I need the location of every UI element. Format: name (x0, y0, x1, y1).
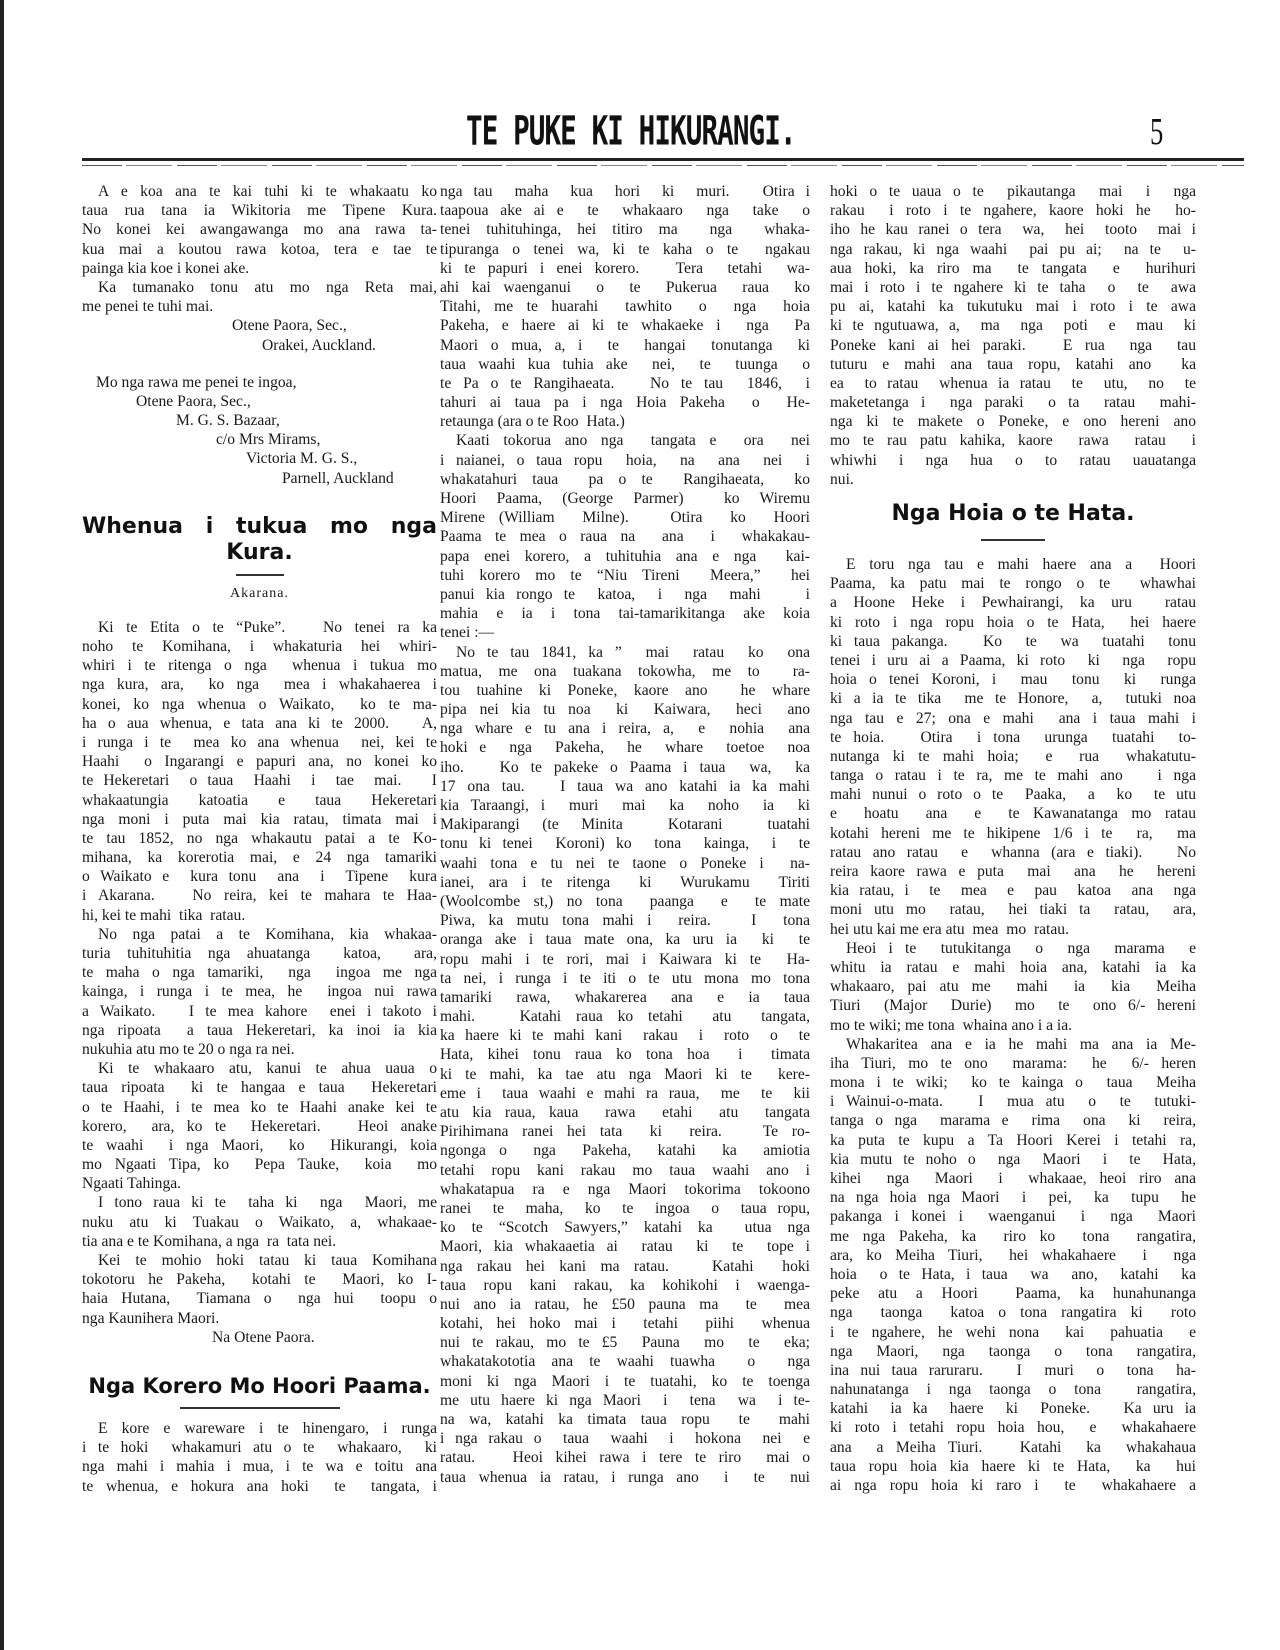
text-line: noho te Komihana, i whakaturia hei whiri- (82, 638, 437, 655)
text-line: nukuhia atu mo te 20 o nga ra nei. (82, 1040, 295, 1058)
paragraph (830, 555, 1196, 939)
text-line: Pirihimana ranei hei tata ki reira. Te ro- (440, 1123, 810, 1141)
text-line: A e koa ana te kai tuhi ki te whakaatu ko (98, 183, 437, 200)
letter-body (82, 182, 437, 316)
text-line: i nga rakau o taua waahi i hokona nei e (440, 1430, 810, 1448)
text-line: (Woolcombe st,) no tona paanga e te mate (440, 892, 810, 910)
text-line: a Hoone Heke i Pewhairangi, ka uru ratau (830, 594, 1196, 612)
text-line: nui. (830, 470, 854, 488)
text-line: me nga Pakeha, ka riro ko tona rangatira, (830, 1227, 1196, 1245)
text-line: ratau. Heoi kihei rawa i tere te riro mai o (440, 1449, 810, 1467)
text-line: tuhi korero mo te “Niu Tireni Meera,” hei (440, 566, 810, 584)
text-line: korero, ara, ko te Hekeretari. Heoi anake (82, 1117, 437, 1135)
text-line: Ngaati Tahinga. (82, 1175, 182, 1193)
text-line: turia tuhituhitia nga ahuatanga katoa, ara, (82, 945, 437, 962)
text-line: mahia e ia i tona tai-tamarikitanga ake koia (440, 605, 810, 623)
text-line: kua mai a koutou rawa kotoa, tera e tae te (82, 240, 437, 258)
headline-divider (981, 539, 1045, 541)
text-line: nga rakau, ki nga waahi pai pu ai; na te u- (830, 240, 1196, 258)
text-line: whakatahuri taua pa o te Rangihaeata, ko (440, 470, 810, 488)
text-line: E kore e wareware i te hinengaro, i runga (98, 1419, 437, 1437)
article-signature: Na Otene Paora. (212, 1328, 315, 1346)
text-line: Whakaritea ana e ia he mahi ma ana ia Me- (846, 1035, 1196, 1053)
text-line: hei utu kai me era atu mea mo ratau. (830, 920, 1070, 938)
text-line: Ki te whakaaro atu, kanui te ahua uaua o (98, 1060, 437, 1078)
text-line: ta nei, i runga i te iti o te utu mona mo tona (440, 969, 810, 987)
text-line: Maori, kia whakaaetia ai ratau ki te tope i (440, 1238, 810, 1256)
address-line: Victoria M. G. S., (246, 450, 358, 468)
text-line: mo Ngaati Tipa, ko Pepa Tauke, koia mo (82, 1156, 437, 1174)
text-line: eme i taua waahi e mahi ra raua, me te kii (440, 1084, 810, 1102)
text-line: mihana, ka korerotia mai, e 24 nga tamariki (82, 849, 437, 867)
text-line: nga tau maha kua hori ki muri. Otira i (440, 183, 810, 200)
text-line: i te hoki whakamuri atu o te whakaaro, ki (82, 1439, 437, 1457)
text-line: tanga o ratau i te ra, me te mahi ano i nga (830, 767, 1196, 785)
text-line: taapoua ake ai e te whakaaro nga take o (440, 202, 810, 220)
text-line: Titahi, me te huarahi tawhito o nga hoia (440, 298, 810, 316)
column-2 (440, 182, 810, 1487)
text-line: Ki te Etita o te “Puke”. No tenei ra ka (98, 618, 437, 636)
text-line: haia Hutana, Tiamana o nga hui toopu o (82, 1290, 437, 1308)
text-line: o te Haahi, i te mea ko te Haahi anake kei te (82, 1098, 437, 1116)
text-line: nga ki te makete o Poneke, e ono hereni ano (830, 413, 1196, 431)
text-line: o Waikato e kura tonu ana i Tipene kura (82, 868, 437, 886)
text-line: nga taonga katoa o tona rangatira ki roto (830, 1304, 1196, 1322)
text-line: te whenua, e hokura ana hoki te tangata, i (82, 1477, 437, 1495)
text-line: hoki e nga Pakeha, he whare toetoe noa (440, 739, 810, 757)
headline-divider (180, 1407, 340, 1409)
text-line: Paama, ka patu mai te rongo o te whawhai (830, 575, 1196, 593)
text-line: ka haere ki te mahi kani rakau i roto o te (440, 1027, 810, 1045)
text-line: nga whare e tu ana i reira, a, e nohia ana (440, 720, 810, 738)
text-line: i runga i te mea ko ana whenua nei, kei te (82, 733, 437, 751)
text-line: te Pa o te Rangihaeata. No te tau 1846, i (440, 374, 810, 392)
text-line: na wa, katahi ka timata taua ropu te mahi (440, 1411, 810, 1428)
text-line: ngonga o nga Pakeha, katahi ka amiotia (440, 1142, 810, 1160)
text-line: Makiparangi (te Minita Kotarani tuatahi (440, 816, 810, 834)
text-line: aua hoki, ka riro ma te tangata e hurihuri (830, 259, 1196, 277)
headline-line-1: Whenua i tukua mo nga (82, 513, 437, 539)
text-line: Maori o mua, a, i te hangai tonutanga ki (440, 336, 810, 354)
address-line: c/o Mrs Mirams, (216, 431, 321, 449)
address-line: M. G. S. Bazaar, (176, 412, 280, 430)
text-line: E toru nga tau e mahi haere ana a Hoori (846, 556, 1196, 573)
text-line: ki taua pakanga. Ko te wa tuatahi tonu (830, 632, 1196, 650)
article-headline (82, 514, 437, 566)
text-line: peke atu a Hoori Paama, ka hunahunanga (830, 1285, 1196, 1303)
text-line: tipuranga o tenei wa, ki te kaha o te ngakau (440, 240, 810, 258)
text-line: taua ropu hoia kia haere ki te Hata, ka hui (830, 1457, 1196, 1475)
text-line: kainga, i runga i te mea, he ingoa nui rawa (82, 983, 437, 1001)
text-line: tia ana e te Komihana, a nga ra tata nei. (82, 1232, 337, 1250)
paragraph (830, 1035, 1196, 1496)
text-line: atu kia raua, kaua rawa etahi atu tangata (440, 1104, 810, 1121)
text-line: retaunga (ara o te Roo Hata.) (440, 413, 625, 431)
text-line: painga kia koe i konei ake. (82, 259, 250, 277)
text-line: Ka tumanako tonu atu mo nga Reta mai, (98, 278, 437, 296)
text-line: a Waikato. I te mea kahore enei i takoto i (82, 1002, 437, 1020)
paragraph (440, 643, 810, 1487)
paragraph (82, 925, 437, 1059)
text-line: iha Tiuri, mo te ono marama: he 6/- heren (830, 1054, 1196, 1072)
text-line: i Wainui-o-mata. I mua atu o te tutuki- (830, 1093, 1196, 1111)
text-line: taua whenua ia ratau, i runga ano i te nui (440, 1468, 810, 1486)
text-line: taua ropu kani rakau, ka kohikohi i waenga- (440, 1276, 810, 1294)
text-line: pakanga i konei i waenganui i nga Maori (830, 1208, 1196, 1226)
text-line: tokotoru he Pakeha, kotahi te Maori, ko I- (82, 1271, 437, 1289)
text-line: iho he kau ranei o tera wa, hei tooto mai i (830, 221, 1196, 239)
text-line: kia ratau, i te mea e pau katoa ana nga (830, 882, 1196, 900)
text-line: Hoori Paama, (George Parmer) ko Wiremu (440, 490, 810, 507)
text-line: ki roto i tetahi ropu hoia hou, e whakahaere (830, 1419, 1196, 1437)
text-line: moni utu mo ratau, hei tiaki ta ratau, ara, (830, 901, 1196, 919)
article-body-continued (440, 182, 810, 1487)
text-line: ropu mahi i te rori, mai i Kaiwara ki te Ha- (440, 950, 810, 968)
article-body (830, 555, 1196, 1495)
text-line: mo te rau patu kahika, kaore rawa ratau i (830, 432, 1196, 450)
headline-divider (236, 574, 284, 576)
text-line: ianei, ara i te ritenga ki Wurukamu Tiriti (440, 873, 810, 891)
text-line: Heoi i te tutukitanga o nga marama e (846, 939, 1196, 957)
text-line: panui kia rongo te katoa, i nga mahi i (440, 585, 810, 603)
text-line: whakaatungia katoatia e taua Hekeretari (82, 791, 437, 809)
text-line: ahi kai waenganui o te Pukerua raua ko (440, 278, 810, 296)
text-line: papa enei korero, a tuhituhia ana e nga kai- (440, 547, 810, 565)
article-headline: Nga Korero Mo Hoori Paama. (88, 1373, 431, 1398)
text-line: tenei i uru ai a Paama, ki roto ki nga ropu (830, 651, 1196, 669)
text-line: ratau ano ratau e whanna (ara e tiaki). No (830, 843, 1196, 861)
text-line: ha o aua whenua, e tata ana ki te 2000. A, (82, 714, 437, 732)
article-body (82, 1419, 437, 1496)
newspaper-title: TE PUKE KI HIKURANGI. (466, 108, 796, 156)
text-line: hi, kei te mahi tika ratau. (82, 906, 246, 924)
text-line: ai nga ropu hoia ki raro i te whakahaere a (830, 1477, 1196, 1494)
article-nga-korero-mo-hoori-paama (82, 1373, 437, 1496)
text-line: tenei tuhituhinga, hei titiro ma nga whaka- (440, 221, 810, 239)
text-line: kihei nga Maori i whakaae, heoi riro ana (830, 1170, 1196, 1187)
article-nga-hoia-o-te-hata (830, 501, 1196, 1495)
text-line: ana a Meiha Tiuri. Katahi ka whakahaua (830, 1438, 1196, 1456)
letter-continuation (82, 182, 437, 488)
paragraph (82, 1059, 437, 1193)
masthead (0, 108, 1280, 158)
text-line: mona i te wiki; ko te kainga o taua Meiha (830, 1074, 1196, 1092)
text-line: Piwa, ka mutu tona mahi i reira. I tona (440, 912, 810, 930)
text-line: hoia o te Hata, i taua wa ano, katahi ka (830, 1265, 1196, 1283)
masthead-rule-thin (82, 165, 1244, 166)
text-line: tonu ki tenei Koroni) ko tona kainga, i te (440, 835, 810, 853)
text-line: kia Taraangi, i muri mai ka noho ia ki (440, 797, 810, 814)
article-body-continued (830, 182, 1196, 489)
text-line: ea to ratau whenua ia ratau te utu, no te (830, 374, 1196, 392)
page-edge-border (0, 0, 4, 1650)
text-line: i naianei, o taua ropu hoia, na ana nei i (440, 451, 810, 469)
text-line: hoki o te uaua o te pikautanga mai i nga (830, 183, 1196, 200)
text-line: na nga hoia nga Maori i pei, ka tupu he (830, 1189, 1196, 1207)
letter-signature-name: Otene Paora, Sec., (232, 317, 347, 335)
text-line: Hata, kihei tonu raua ko tona hoa i timata (440, 1046, 810, 1064)
paragraph (830, 939, 1196, 1035)
text-line: te tau 1852, no nga whakautu patai a te Ko- (82, 829, 437, 847)
text-line: katahi ia ka haere ki Poneke. Ka uru ia (830, 1400, 1196, 1418)
text-line: waahi tona e tu nei te taone o Poneke i na- (440, 854, 810, 872)
text-line: ki te papuri i enei korero. Tera tetahi wa- (440, 259, 810, 277)
dateline-place: Akarana. (230, 585, 289, 601)
text-line: Paama te mea o raua na ana i whakakau- (440, 528, 810, 546)
letter-signature-place: Orakei, Auckland. (262, 336, 376, 354)
text-line: Poneke kani ai hei paraki. E rua nga tau (830, 336, 1196, 354)
text-line: tetahi ropu kani rakau mo taua waahi ano i (440, 1161, 810, 1179)
text-line: Mirene (William Milne). Otira ko Hoori (440, 509, 810, 527)
text-line: nga rakau hei kani ma ratau. Katahi hoki (440, 1257, 810, 1275)
address-line: Parnell, Auckland (282, 469, 394, 487)
text-line: maketetanga i nga paraki o ta ratau mahi- (830, 394, 1196, 412)
text-line: ka puta te kupu a Ta Hoori Kerei i tetahi ra, (830, 1131, 1196, 1149)
paragraph (440, 182, 810, 431)
text-line: mo te wiki; me tona whaina ano i a ia. (830, 1016, 1073, 1034)
text-line: me utu haere ki nga Maori i tena wa i te- (440, 1391, 810, 1409)
text-line: ina nui taua raruraru. I muri o tona ha- (830, 1361, 1196, 1379)
text-line: whiri i te ritenga o nga whenua i tukua mo (82, 657, 437, 675)
text-line: tenei :— (440, 624, 495, 642)
text-line: i te ngahere, he wehi nona kai pahuatia e (830, 1323, 1196, 1341)
text-line: Pakeha, e haere ai ki te whakaeke i nga Pa (440, 317, 810, 335)
text-line: Haahi o Ingarangi e papuri ana, no konei ko (82, 753, 437, 771)
text-line: nga tau e 27; ona e mahi ana i taua mahi i (830, 709, 1196, 727)
text-line: whitu ia ratau e mahi hoia ana, katahi ia ka (830, 958, 1196, 976)
text-line: ki te ngutuawa, a, ma nga poti e mau ki (830, 317, 1196, 335)
text-line: taua ripoata ki te hangaa e taua Hekeretari (82, 1079, 437, 1097)
text-line: tou tuahine ki Poneke, kaore ano he whare (440, 681, 810, 699)
text-line: nga mahi i mahia i mua, i te wa e toitu ana (82, 1458, 437, 1476)
text-line: reira kaore rawa e puta mai ana he hereni (830, 863, 1196, 880)
text-line: kotahi, hei hoko mai i tetahi piihi whenua (440, 1315, 810, 1333)
text-line: tanga o nga marama e rima ona ki reira, (830, 1112, 1196, 1130)
text-line: nga Kaunihera Maori. (82, 1309, 220, 1327)
text-line: pu ai, katahi ka tukutuku mai i roto i te awa (830, 298, 1196, 316)
text-line: oranga ake i taua mate ona, ka uru ia ki te (440, 931, 810, 949)
text-line: No te tau 1841, ka ” mai ratau ko ona (456, 643, 810, 661)
column-3 (830, 182, 1196, 1495)
text-line: 17 ona tau. I taua wa ano katahi ia ka mahi (440, 777, 810, 795)
text-line: rakau i roto i te ngahere, kaore hoki he ho- (830, 202, 1196, 220)
text-line: konei, ko nga whenua o Waikato, ko te ma- (82, 695, 437, 713)
text-line: whiwhi i nga hua o to ratau uauatanga (830, 451, 1196, 469)
text-line: mahi nunui o roto o te Paaka, a ko te utu (830, 786, 1196, 804)
text-line: nutanga ki te mahi hoia; e rua whakatutu- (830, 747, 1196, 765)
text-line: kia mutu te noho o nga Maori i te Hata, (830, 1150, 1196, 1168)
text-line: whakaaro, pai atu me mahi ia kia Meiha (830, 978, 1196, 996)
paragraph (440, 431, 810, 642)
text-line: ko te “Scotch Sawyers,” katahi ka utua nga (440, 1219, 810, 1237)
text-line: nahunatanga i nga taonga o tona rangatira, (830, 1381, 1196, 1399)
page-number: 5 (1150, 111, 1164, 153)
text-line: nga moni i puta mai kia ratau, timata mai i (82, 810, 437, 828)
text-line: hoia o tenei Koroni, i mau tonu ki runga (830, 671, 1196, 689)
text-line: te hoia. Otira i tona urunga tuatahi to- (830, 728, 1196, 746)
headline-line-2: Kura. (226, 539, 293, 565)
text-line: I tono raua ki te taha ki nga Maori, me (98, 1194, 437, 1212)
text-line: ara, ko Meiha Tiuri, hei whakahaere i nga (830, 1246, 1196, 1264)
text-line: i Akarana. No reira, kei te mahara te Haa- (82, 887, 437, 905)
text-line: Tiuri (Major Durie) mo te ono 6/- hereni (830, 997, 1196, 1015)
masthead-rule (82, 158, 1244, 161)
text-line: mahi. Katahi raua ko tetahi atu tangata, (440, 1008, 810, 1026)
text-line: whakatapua ra e nga Maori tokorima tokoono (440, 1180, 810, 1198)
text-line: nga Maori, nga taonga o tona rangatira, (830, 1342, 1196, 1360)
text-line: nga kura, ara, ko nga mea i whakahaerea i (82, 676, 437, 694)
text-line: te waahi i nga Maori, ko Hikurangi, koia (82, 1136, 437, 1154)
address-line: Otene Paora, Sec., (136, 392, 251, 410)
text-line: kotahi hereni me te hikipene 1/6 i te ra, ma (830, 824, 1196, 842)
article-body (82, 618, 437, 1328)
text-line: ranei te maha, ko te ingoa o taua ropu, (440, 1199, 810, 1217)
text-line: taua rua tana ia Wikitoria me Tipene Kura. (82, 202, 437, 220)
paragraph (82, 1251, 437, 1328)
paragraph (82, 618, 437, 925)
article-whenua-i-tukua (82, 514, 437, 1347)
text-line: whakatakototia ana te waahi tuawha o nga (440, 1353, 810, 1371)
text-line: me penei te tuhi mai. (82, 298, 214, 316)
paragraph (82, 1193, 437, 1251)
text-line: nga ripoata a taua Hekeretari, ka inoi ia kia (82, 1021, 437, 1039)
text-line: pipa nei kia tu noa ki Kaiwara, heci ano (440, 701, 810, 719)
text-line: te Hekeretari o taua Haahi i tae mai. I (82, 772, 437, 790)
text-line: te maha o nga tamariki, nga ingoa me nga (82, 964, 437, 982)
text-line: ki roto i nga ropu hoia o te Hata, hei haere (830, 613, 1196, 631)
text-line: nui te rakau, mo te £5 Pauna mo te eka; (440, 1334, 810, 1352)
text-line: ki te mahi, ka tae atu nga Maori ki te kere- (440, 1065, 810, 1083)
text-line: e hoatu ana e te Kawanatanga mo ratau (830, 805, 1196, 823)
column-1 (82, 182, 437, 1496)
text-line: taua waahi kua tuhia ake nei, te tuunga o (440, 355, 810, 373)
text-line: tuturu e mahi ana taua ropu, katahi ano ka (830, 355, 1196, 373)
text-line: Kei te mohio hoki tatau ki taua Komihana (98, 1252, 437, 1269)
text-line: moni ki nga Maori i te tuatahi, ko te toenga (440, 1372, 810, 1390)
text-line: nui ano ia ratau, he £50 pauna ma te mea (440, 1295, 810, 1313)
text-line: mai i roto i te ngahere ki te taha o te awa (830, 278, 1196, 296)
text-line: tahuri ai taua pa i nga Hoia Pakeha o He- (440, 394, 810, 412)
text-line: matua, me ona tuakana tokowha, me to ra- (440, 662, 810, 680)
address-intro: Mo nga rawa me penei te ingoa, (96, 373, 297, 391)
text-line: Kaati tokorua ano nga tangata e ora nei (456, 432, 810, 450)
text-line: iho. Ko te pakeke o Paama i taua wa, ka (440, 758, 810, 776)
text-line: ki a ia te tika me te Honore, a, tutuki noa (830, 690, 1196, 708)
article-headline: Nga Hoia o te Hata. (891, 501, 1135, 526)
text-line: No nga patai a te Komihana, kia whakaa- (98, 925, 437, 943)
text-line: tamariki rawa, whakarerea ana e ia taua (440, 988, 810, 1006)
text-line: No konei kei awangawanga mo ana rawa ta- (82, 221, 437, 239)
text-line: nuku atu ki Tuakau o Waikato, a, whakaae- (82, 1213, 437, 1231)
